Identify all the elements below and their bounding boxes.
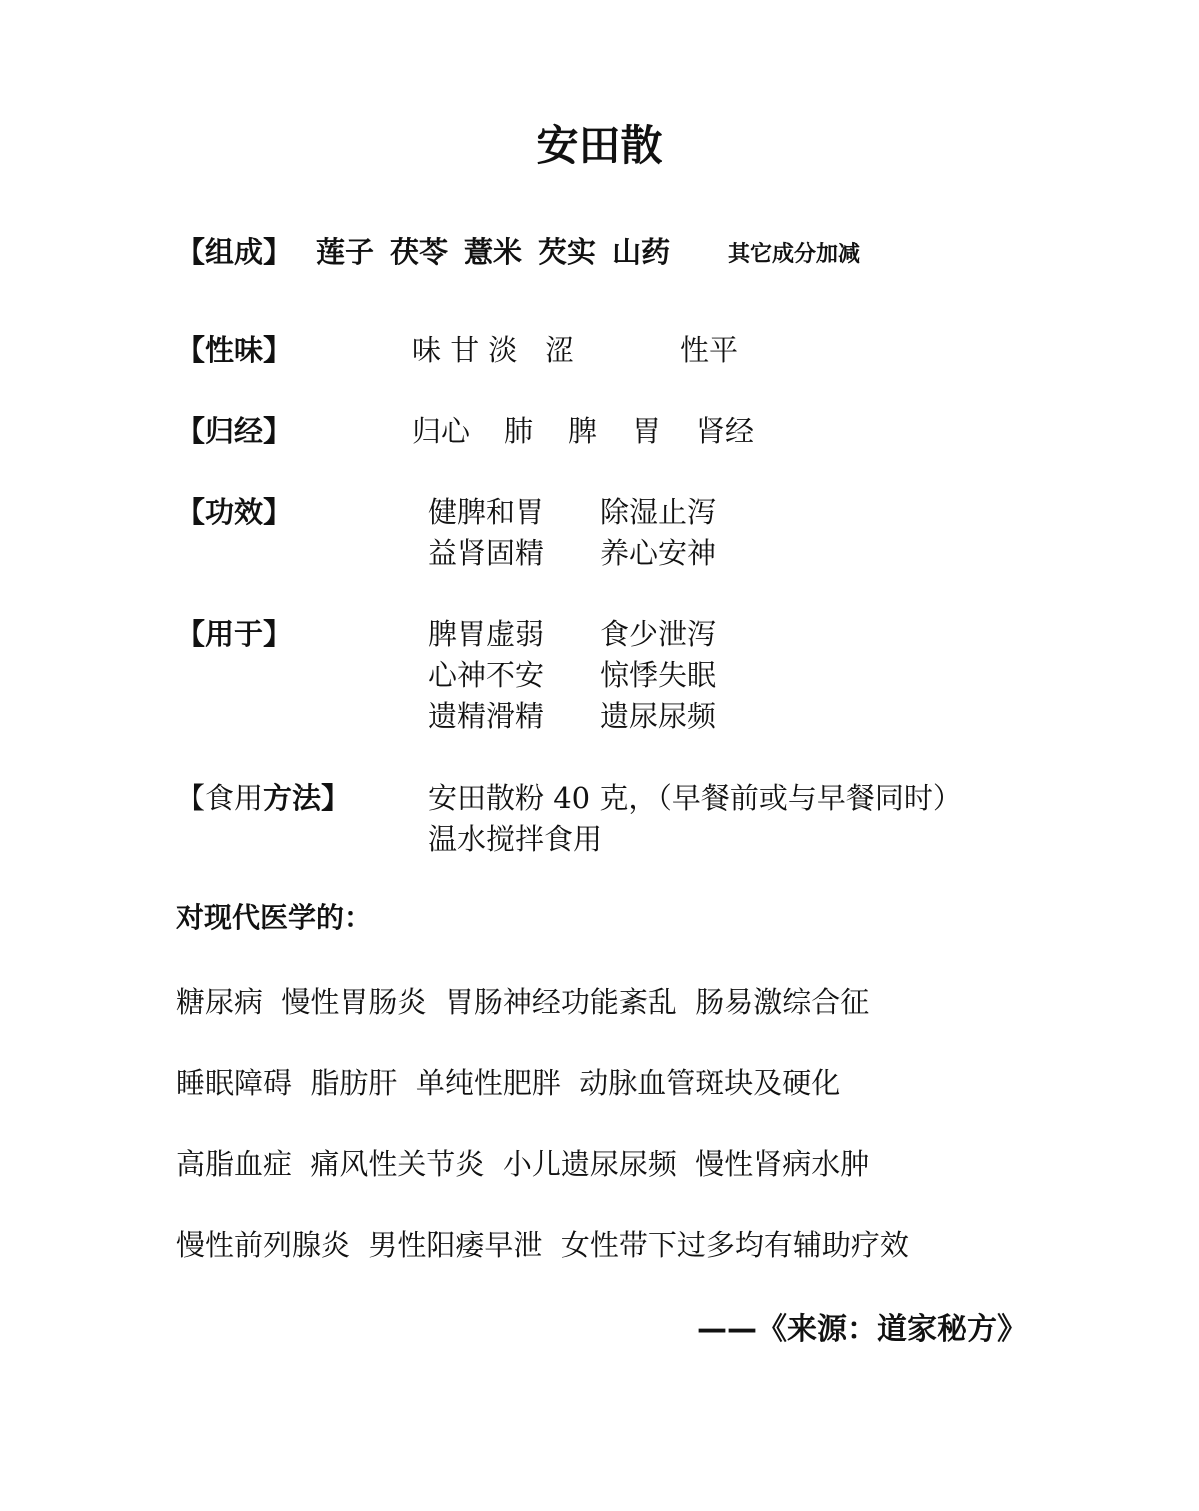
usage-label-bold: 方法】 (263, 781, 351, 815)
nature-label: 【性味】 (176, 333, 293, 367)
condition-line: 糖尿病 慢性胃肠炎 胃肠神经功能紊乱 肠易激综合征 (176, 985, 870, 1019)
efficacy-item: 健脾和胃 (428, 495, 545, 529)
usage-label-plain: 【食用 (176, 781, 264, 815)
condition-line: 慢性前列腺炎 男性阳痿早泄 女性带下过多均有辅助疗效 (176, 1228, 909, 1262)
usage-label (176, 778, 350, 818)
herb-list (316, 232, 686, 272)
indication-item: 食少泄泻 (600, 617, 717, 651)
meridian-item: 肾经 (696, 414, 755, 448)
herb-item: 莲子 (316, 235, 375, 269)
indication-item: 惊悸失眠 (600, 658, 717, 692)
condition-line: 睡眠障碍 脂肪肝 单纯性肥胖 动脉血管斑块及硬化 (176, 1066, 841, 1100)
herb-item: 芡实 (538, 235, 597, 269)
meridian-item: 胃 (632, 414, 662, 448)
indications-label: 【用于】 (176, 617, 293, 651)
source-attribution: ——《来源：道家秘方》 (697, 1312, 1027, 1347)
indication-item: 遗尿尿频 (600, 699, 717, 733)
meridian-label: 【归经】 (176, 414, 293, 448)
nature-taste: 味 甘 淡 涩 (412, 333, 575, 367)
meridian-item: 归心 (412, 414, 471, 448)
efficacy-item: 养心安神 (600, 536, 717, 570)
indication-item: 遗精滑精 (428, 699, 545, 733)
usage-line: 温水搅拌食用 (428, 822, 603, 856)
efficacy-item: 除湿止泻 (600, 495, 717, 529)
herb-item: 山药 (612, 235, 671, 269)
efficacy-item: 益肾固精 (428, 536, 545, 570)
composition-label: 【组成】 (176, 235, 293, 269)
meridian-item: 脾 (568, 414, 598, 448)
document-title: 安田散 (536, 121, 663, 170)
condition-line: 高脂血症 痛风性关节炎 小儿遗尿尿频 慢性肾病水肿 (176, 1147, 870, 1181)
efficacy-label: 【功效】 (176, 495, 293, 529)
meridian-item: 肺 (504, 414, 534, 448)
composition-note: 其它成分加减 (728, 242, 861, 267)
nature-temperament: 性平 (680, 333, 739, 367)
herb-item: 茯苓 (390, 235, 449, 269)
indication-item: 脾胃虚弱 (428, 617, 545, 651)
indication-item: 心神不安 (428, 658, 545, 692)
modern-medicine-heading: 对现代医学的： (176, 901, 373, 934)
usage-line: 安田散粉 40 克，（早餐前或与早餐同时） (428, 781, 962, 815)
herb-item: 薏米 (464, 235, 523, 269)
